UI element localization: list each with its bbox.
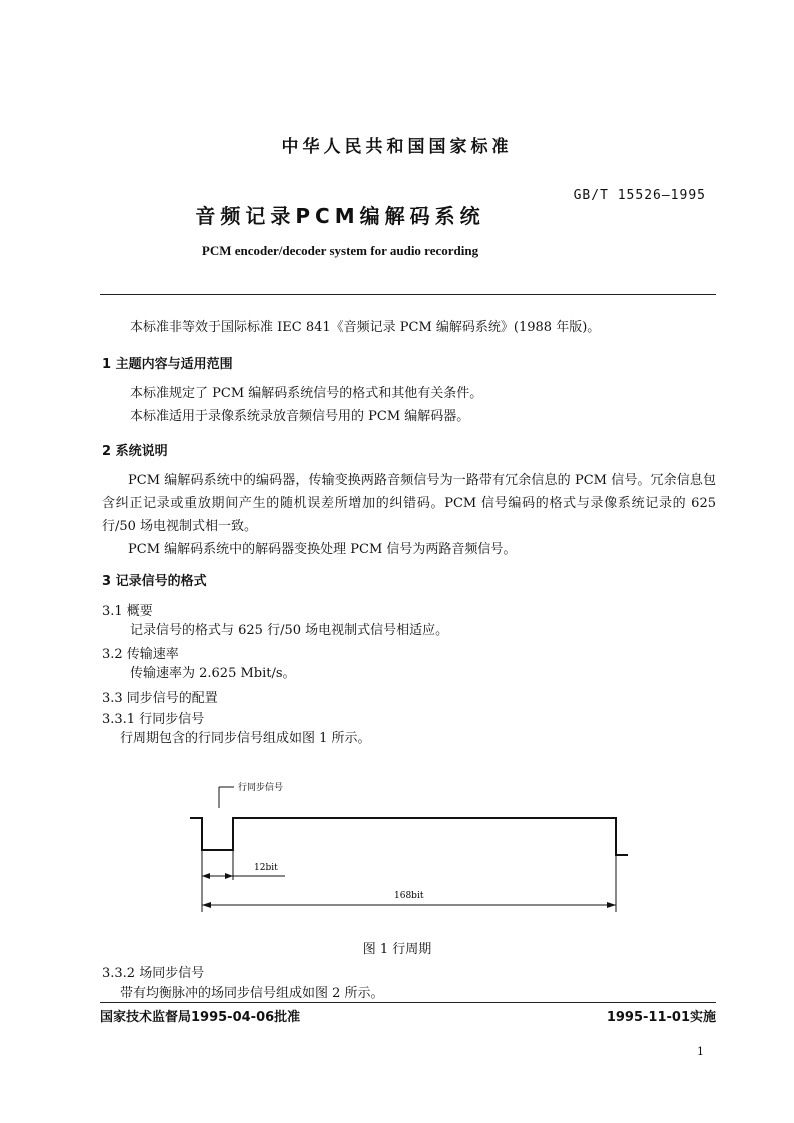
section-3-2-text: 传输速率为 2.625 Mbit/s。 xyxy=(130,666,296,681)
national-standard-heading: 中华人民共和国国家标准 xyxy=(281,137,513,157)
section-1-line-1: 本标准规定了 PCM 编解码系统信号的格式和其他有关条件。 xyxy=(130,386,483,401)
sync-waveform xyxy=(190,818,628,855)
section-1-heading: 1 主题内容与适用范围 xyxy=(102,357,233,372)
section-3-heading: 3 记录信号的格式 xyxy=(102,574,207,589)
section-3-2-heading: 3.2 传输速率 xyxy=(102,647,179,662)
implementation-date: 1995-11-01实施 xyxy=(606,1010,716,1025)
section-2-paragraph-2: PCM 编解码系统中的解码器变换处理 PCM 信号为两路音频信号。 xyxy=(128,542,517,557)
dim-168bit-arrow-right xyxy=(607,902,616,908)
label-sync-signal: 行同步信号 xyxy=(238,783,284,793)
dim-12bit-arrow-right xyxy=(225,873,233,879)
section-3-3-2-text: 带有均衡脉冲的场同步信号组成如图 2 所示。 xyxy=(120,986,384,1001)
section-3-3-1-heading: 3.3.1 行同步信号 xyxy=(102,712,205,727)
page-number: 1 xyxy=(697,1045,704,1058)
section-3-3-heading: 3.3 同步信号的配置 xyxy=(102,691,218,706)
dim-12bit-arrow-left xyxy=(202,873,210,879)
intro-text: 本标准非等效于国际标准 IEC 841《音频记录 PCM 编解码系统》(1988 年版)。 xyxy=(130,320,601,335)
dim-168bit-arrow-left xyxy=(202,902,211,908)
section-3-3-1-text: 行周期包含的行同步信号组成如图 1 所示。 xyxy=(120,731,371,746)
figure-1-caption: 图 1 行周期 xyxy=(362,942,432,957)
section-3-1-heading: 3.1 概要 xyxy=(102,604,153,619)
label-168bit: 168bit xyxy=(394,891,424,901)
section-3-3-2-heading: 3.3.2 场同步信号 xyxy=(102,966,205,981)
section-1-line-2: 本标准适用于录像系统录放音频信号用的 PCM 编解码器。 xyxy=(130,409,470,424)
title-chinese: 音频记录PCM编解码系统 xyxy=(195,204,485,228)
approval-date: 国家技术监督局1995-04-06批准 xyxy=(100,1010,301,1025)
section-2-paragraph-1: PCM 编解码系统中的编码器，传输变换两路音频信号为一路带有冗余信息的 PCM 信号。冗余信息包含纠正记录或重放期间产生的随机误差所增加的纠错码。PCM 信号编码的格式与录像系统记录的 625 行/50 场电视制式相一致。 xyxy=(102,473,716,534)
standard-code: GB/T 15526—1995 xyxy=(573,188,706,203)
title-english: PCM encoder/decoder system for audio recording xyxy=(201,243,479,258)
section-2-heading: 2 系统说明 xyxy=(102,444,168,459)
section-3-1-text: 记录信号的格式与 625 行/50 场电视制式信号相适应。 xyxy=(130,623,449,638)
footer-rule xyxy=(100,1002,716,1003)
label-12bit: 12bit xyxy=(254,863,278,873)
